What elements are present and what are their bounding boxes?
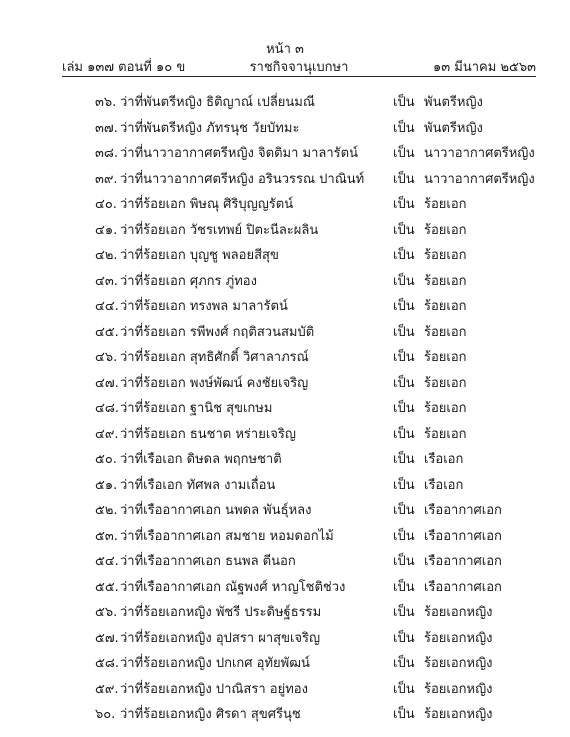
entry-rank: ร้อยเอก <box>424 401 467 416</box>
entry-name: ว่าที่นาวาอากาศตรีหญิง จิตติมา มาลารัตน์ <box>120 146 358 161</box>
entry-number: ๓๖. <box>95 95 117 110</box>
volume-issue: เล่ม ๑๓๗ ตอนที่ ๑๐ ข <box>62 60 186 75</box>
list-item <box>0 447 570 473</box>
entry-verb: เป็น <box>393 656 415 671</box>
entry-rank: ร้อยเอกหญิง <box>424 681 493 697</box>
entry-rank: ร้อยเอก <box>424 197 467 212</box>
gazette-title: ราชกิจจานุเบกษา <box>249 60 349 75</box>
list-item <box>0 90 570 116</box>
entry-number: ๔๐. <box>95 197 117 212</box>
entry-verb: เป็น <box>393 171 415 187</box>
list-item <box>0 167 570 193</box>
page-number: หน้า ๓ <box>266 42 304 57</box>
entry-name: ว่าที่ร้อยเอก ทรงพล มาลารัตน์ <box>120 299 288 314</box>
entry-verb: เป็น <box>393 426 415 442</box>
entry-verb: เป็น <box>393 299 415 314</box>
list-item <box>0 269 570 295</box>
entry-verb: เป็น <box>393 197 415 212</box>
entry-verb: เป็น <box>393 375 415 391</box>
entry-number: ๔๑. <box>95 222 118 238</box>
entry-number: ๔๗. <box>95 375 119 391</box>
entry-name: ว่าที่นาวาอากาศตรีหญิง อรินวรรณ ปาณินท์ <box>120 171 365 187</box>
list-item <box>0 702 570 728</box>
entry-verb: เป็น <box>393 350 415 365</box>
entry-name: ว่าที่เรืออากาศเอก ณัฐพงศ์ หาญโชติช่วง <box>120 579 346 595</box>
entry-number: ๕๙. <box>95 681 119 697</box>
entry-rank: ร้อยเอกหญิง <box>424 605 493 620</box>
entry-name: ว่าที่เรืออากาศเอก ธนพล ตีนอก <box>120 554 296 569</box>
entry-number: ๕๐. <box>95 452 117 467</box>
list-item <box>0 473 570 499</box>
entry-number: ๕๔. <box>95 554 119 569</box>
list-item <box>0 524 570 550</box>
list-item <box>0 116 570 142</box>
list-item <box>0 371 570 397</box>
entry-verb: เป็น <box>393 401 415 416</box>
promotion-list <box>0 90 570 728</box>
entry-verb: เป็น <box>393 95 415 110</box>
entry-name: ว่าที่ร้อยเอก ธนชาต หร่ายเจริญ <box>120 426 296 442</box>
entry-rank: ร้อยเอกหญิง <box>424 630 493 646</box>
entry-name: ว่าที่ร้อยเอก บุญชู พลอยสีสุข <box>120 248 279 263</box>
entry-rank: ร้อยเอก <box>424 273 467 289</box>
entry-rank: เรืออากาศเอก <box>424 503 502 518</box>
list-item <box>0 626 570 652</box>
entry-verb: เป็น <box>393 324 415 340</box>
entry-rank: ร้อยเอก <box>424 222 467 238</box>
list-item <box>0 549 570 575</box>
entry-rank: ร้อยเอก <box>424 350 467 365</box>
entry-number: ๕๓. <box>95 528 118 544</box>
list-item <box>0 320 570 346</box>
entry-number: ๕๘. <box>95 656 120 671</box>
entry-rank: นาวาอากาศตรีหญิง <box>424 171 535 187</box>
header-divider <box>62 76 536 77</box>
entry-number: ๕๗. <box>95 630 119 646</box>
entry-verb: เป็น <box>393 630 415 646</box>
entry-rank: นาวาอากาศตรีหญิง <box>424 146 535 161</box>
entry-rank: ร้อยเอก <box>424 324 467 340</box>
entry-rank: ร้อยเอกหญิง <box>424 656 493 671</box>
entry-verb: เป็น <box>393 146 415 161</box>
entry-name: ว่าที่เรืออากาศเอก สมชาย หอมดอกไม้ <box>120 528 334 544</box>
entry-verb: เป็น <box>393 605 415 620</box>
entry-number: ๖๐. <box>95 707 116 722</box>
list-item <box>0 677 570 703</box>
entry-verb: เป็น <box>393 681 415 697</box>
entry-name: ว่าที่เรือเอก ดิษดล พฤกษชาติ <box>120 452 282 467</box>
entry-name: ว่าที่ร้อยเอก วัชรเทพย์ ปิตะนีละผลิน <box>120 222 319 238</box>
entry-verb: เป็น <box>393 273 415 289</box>
entry-name: ว่าที่ร้อยเอก รพีพงศ์ กฤติสวนสมบัติ <box>120 324 315 340</box>
entry-number: ๓๙. <box>95 171 118 187</box>
entry-name: ว่าที่เรือเอก ทัศพล งามเถื่อน <box>120 477 276 493</box>
entry-number: ๔๙. <box>95 426 119 442</box>
publication-date: ๑๓ มีนาคม ๒๕๖๓ <box>433 60 536 75</box>
entry-name: ว่าที่ร้อยเอก ฐานิช สุขเกษม <box>120 401 273 416</box>
list-item <box>0 192 570 218</box>
list-item <box>0 345 570 371</box>
list-item <box>0 294 570 320</box>
entry-verb: เป็น <box>393 452 415 467</box>
list-item <box>0 422 570 448</box>
entry-name: ว่าที่ร้อยเอก พิษณุ ศิริบุญญรัตน์ <box>120 197 294 212</box>
entry-rank: ร้อยเอกหญิง <box>424 707 493 722</box>
entry-name: ว่าที่ร้อยเอก พงษ์พัฒน์ คงชัยเจริญ <box>120 375 309 391</box>
list-item <box>0 396 570 422</box>
list-item <box>0 600 570 626</box>
list-item <box>0 243 570 269</box>
entry-verb: เป็น <box>393 120 415 136</box>
list-item <box>0 218 570 244</box>
entry-rank: ร้อยเอก <box>424 299 467 314</box>
list-item <box>0 141 570 167</box>
entry-rank: พันตรีหญิง <box>424 95 483 110</box>
entry-name: ว่าที่ร้อยเอกหญิง ศิรดา สุขศรีนุช <box>120 707 301 722</box>
list-item <box>0 651 570 677</box>
entry-number: ๕๕. <box>95 579 119 595</box>
entry-rank: เรือเอก <box>424 477 464 493</box>
entry-number: ๔๒. <box>95 248 118 263</box>
entry-verb: เป็น <box>393 554 415 569</box>
entry-rank: เรือเอก <box>424 452 464 467</box>
entry-verb: เป็น <box>393 248 415 263</box>
entry-number: ๔๓. <box>95 273 118 289</box>
entry-name: ว่าที่เรืออากาศเอก นพดล พันธุ์หลง <box>120 503 312 518</box>
entry-number: ๕๑. <box>95 477 118 493</box>
entry-number: ๕๒. <box>95 503 118 518</box>
entry-verb: เป็น <box>393 222 415 238</box>
entry-verb: เป็น <box>393 528 415 544</box>
entry-verb: เป็น <box>393 707 415 722</box>
entry-number: ๔๔. <box>95 299 119 314</box>
entry-name: ว่าที่ร้อยเอก ศุภกร ภู่ทอง <box>120 273 257 289</box>
entry-number: ๓๘. <box>95 146 119 161</box>
entry-number: ๕๖. <box>95 605 118 620</box>
entry-name: ว่าที่ร้อยเอกหญิง ปกเกศ อุทัยพัฒน์ <box>120 656 310 671</box>
list-item <box>0 498 570 524</box>
entry-rank: เรืออากาศเอก <box>424 579 502 595</box>
entry-rank: เรืออากาศเอก <box>424 554 502 569</box>
entry-rank: ร้อยเอก <box>424 426 467 442</box>
entry-name: ว่าที่ร้อยเอกหญิง อุปสรา ผาสุขเจริญ <box>120 630 321 646</box>
entry-name: ว่าที่พันตรีหญิง ภัทรนุช วัยบัทมะ <box>120 120 300 136</box>
entry-rank: เรืออากาศเอก <box>424 528 502 544</box>
entry-name: ว่าที่พันตรีหญิง ธิติญาณ์ เปลี่ยนมณี <box>120 95 315 110</box>
entry-number: ๔๖. <box>95 350 118 365</box>
entry-number: ๓๗. <box>95 120 118 136</box>
entry-name: ว่าที่ร้อยเอกหญิง ปาณิสรา อยู่ทอง <box>120 681 308 697</box>
entry-rank: พันตรีหญิง <box>424 120 483 136</box>
entry-number: ๔๘. <box>95 401 120 416</box>
entry-number: ๔๕. <box>95 324 119 340</box>
entry-verb: เป็น <box>393 503 415 518</box>
page-header <box>62 56 536 74</box>
entry-verb: เป็น <box>393 477 415 493</box>
entry-name: ว่าที่ร้อยเอก สุทธิศักดิ์ วิศาลาภรณ์ <box>120 350 309 365</box>
entry-rank: ร้อยเอก <box>424 248 467 263</box>
list-item <box>0 575 570 601</box>
entry-verb: เป็น <box>393 579 415 595</box>
entry-rank: ร้อยเอก <box>424 375 467 391</box>
entry-name: ว่าที่ร้อยเอกหญิง พัชรี ประดิษฐ์ธรรม <box>120 605 322 620</box>
